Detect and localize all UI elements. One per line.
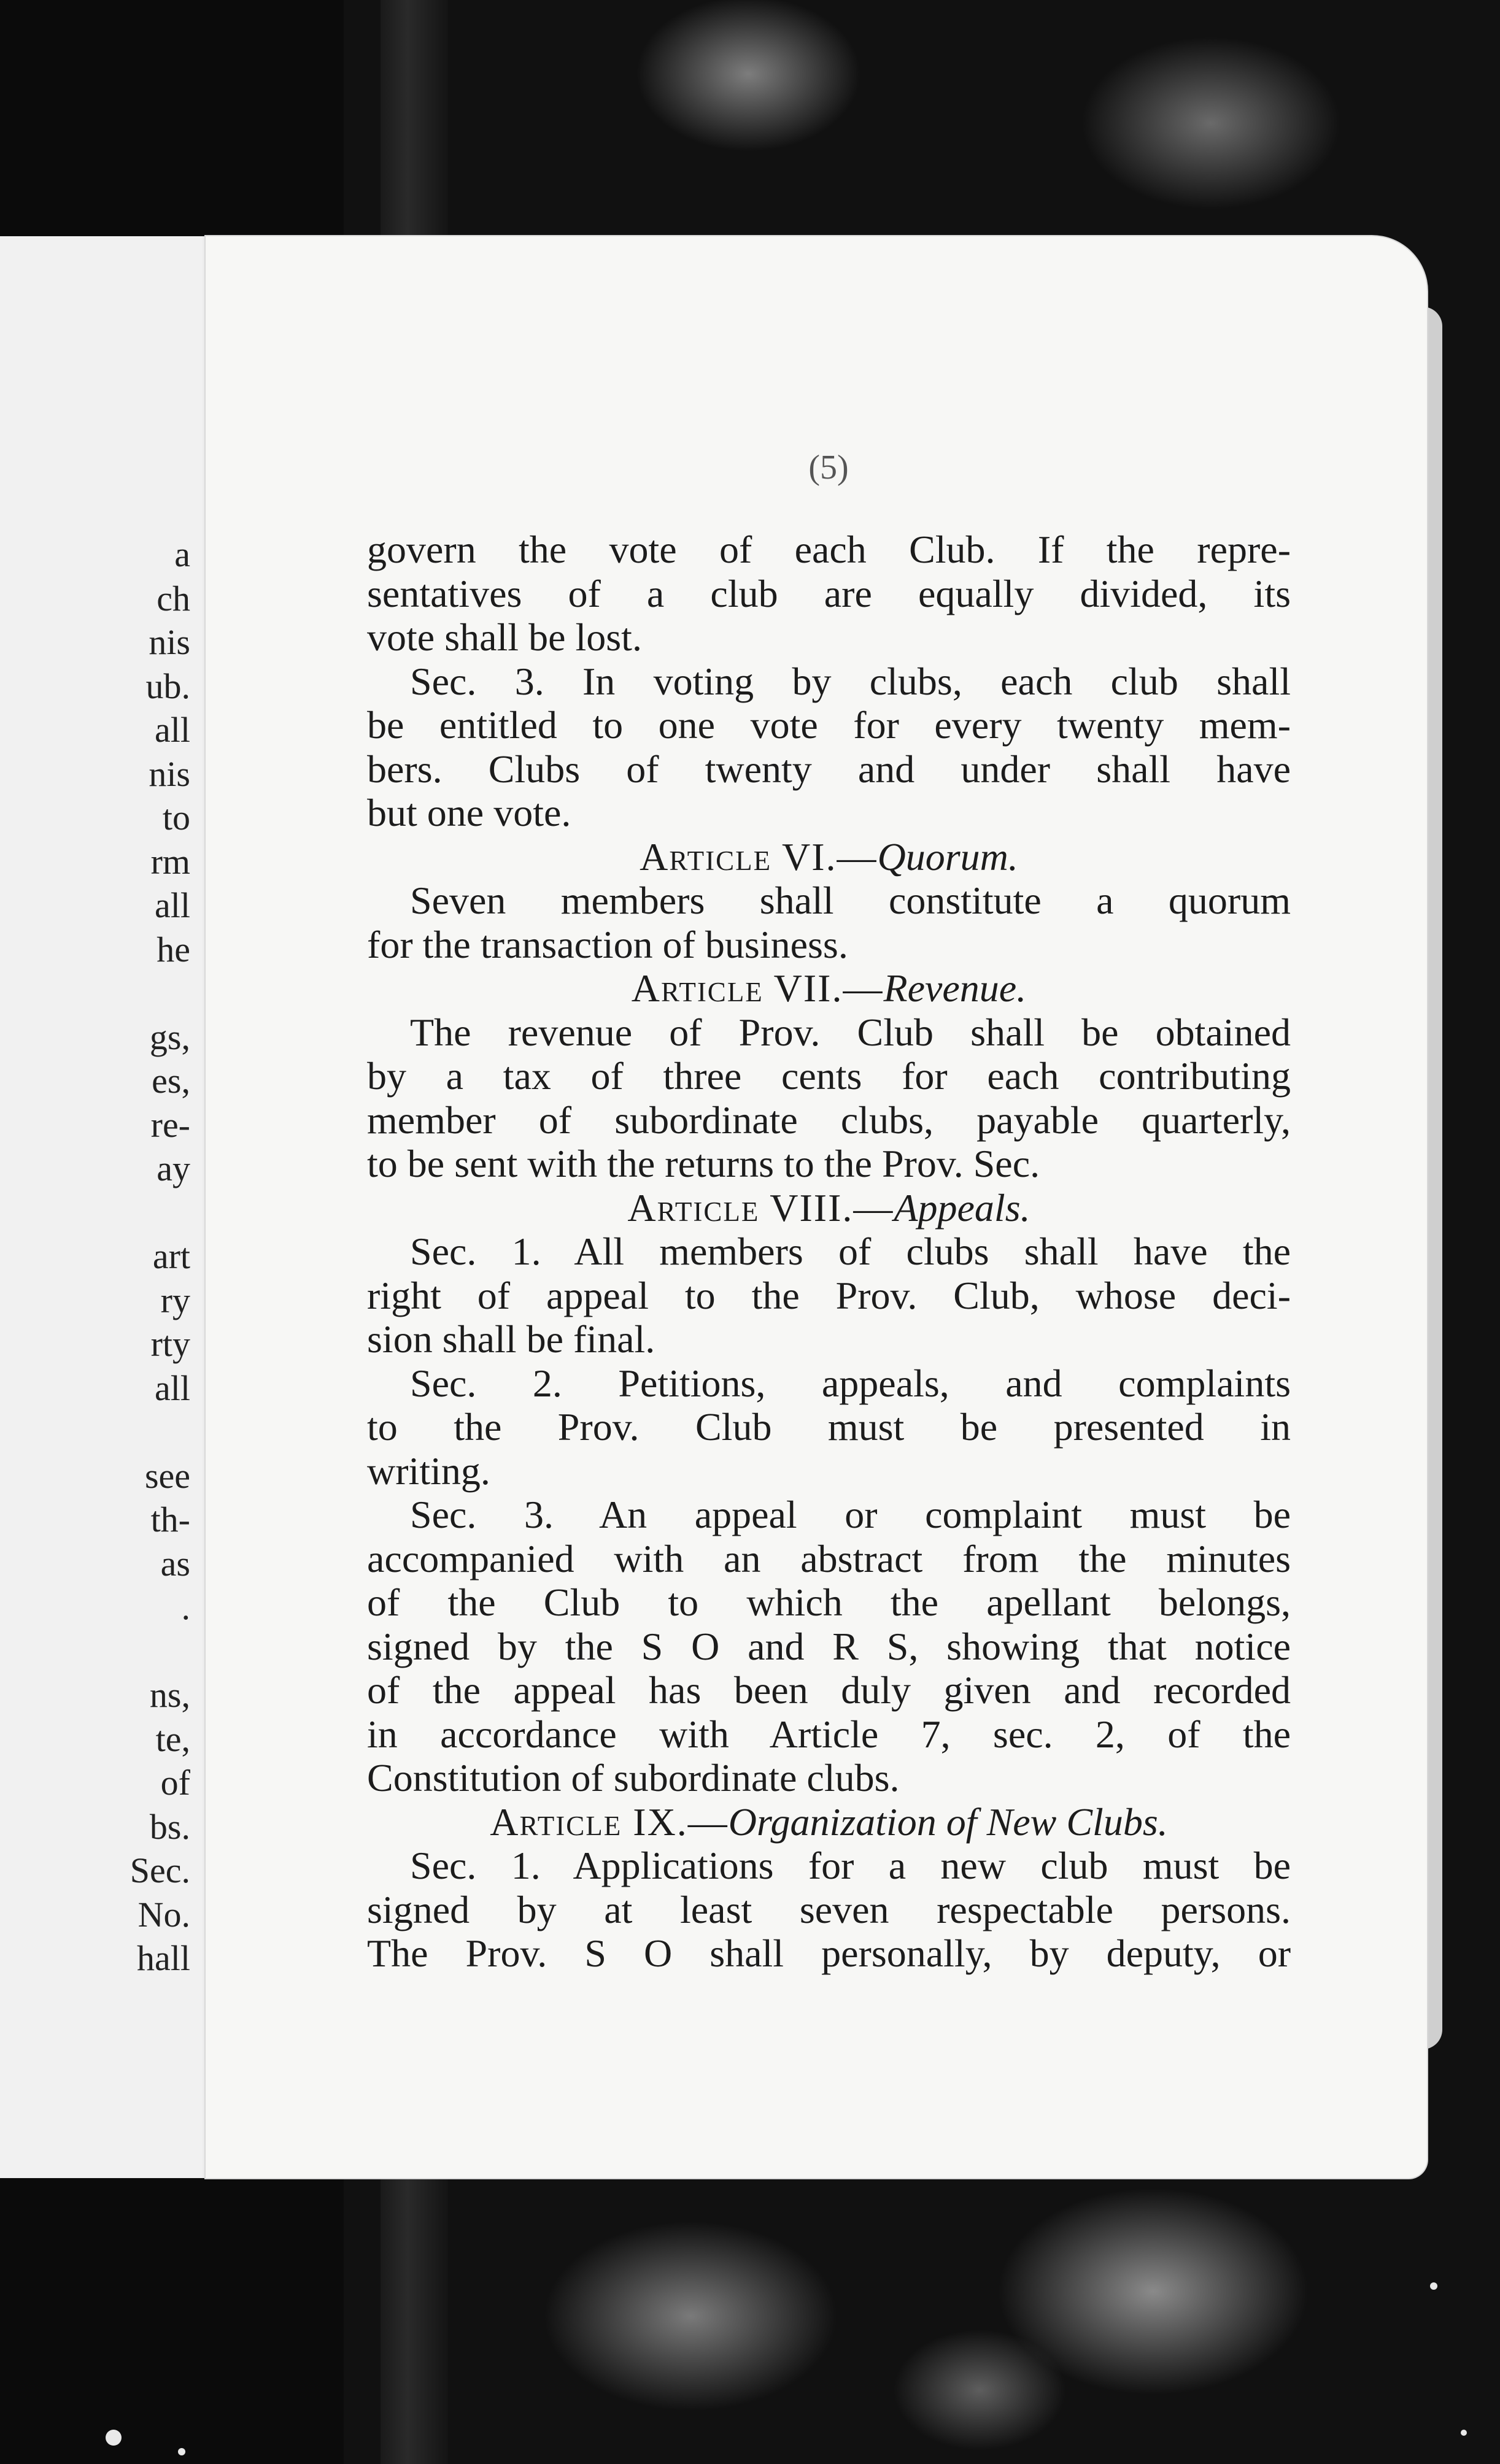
article-heading bbox=[367, 966, 1291, 1011]
left-page-fragment: es, bbox=[152, 1061, 190, 1101]
text-line: accompanied with an abstract from the minutes bbox=[367, 1536, 1291, 1580]
article-label: Article VIII.— bbox=[627, 1185, 894, 1230]
left-page-fragment: to bbox=[162, 798, 190, 837]
left-page-fragment: nis bbox=[149, 622, 190, 662]
left-page-fragment: nis bbox=[149, 753, 190, 794]
left-page-fragment: gs, bbox=[149, 1017, 190, 1057]
page-body-text bbox=[367, 528, 1291, 1976]
text-line: Seven members shall constitute a quorum bbox=[410, 879, 1291, 922]
text-line: by a tax of three cents for each contributing bbox=[367, 1054, 1291, 1098]
left-page-fragment: re- bbox=[150, 1104, 190, 1145]
text-line: of the Club to which the apellant belongs, bbox=[367, 1580, 1291, 1624]
left-page-fragment: hall bbox=[137, 1938, 190, 1978]
left-page-fragment: ry bbox=[160, 1280, 190, 1320]
text-line: right of appeal to the Prov. Club, whose deci- bbox=[367, 1273, 1291, 1317]
article-heading bbox=[367, 1800, 1291, 1844]
text-line: vote shall be lost. bbox=[367, 615, 642, 659]
left-page-fragment: bs. bbox=[149, 1806, 190, 1847]
article-label: Article VII.— bbox=[631, 966, 884, 1010]
article-title: Organization of New Clubs. bbox=[728, 1800, 1168, 1844]
left-page-fragment: No. bbox=[137, 1894, 190, 1935]
text-line: of the appeal has been duly given and recorded bbox=[367, 1668, 1291, 1712]
page-number: (5) bbox=[808, 449, 849, 487]
text-line: but one vote. bbox=[367, 791, 571, 834]
article-label: Article IX.— bbox=[490, 1800, 729, 1844]
text-line: The Prov. S O shall personally, by deputy, or bbox=[367, 1931, 1291, 1975]
article-title: Appeals. bbox=[894, 1185, 1030, 1230]
left-page-fragment: ch bbox=[157, 578, 190, 618]
left-page-fragment: ay bbox=[157, 1149, 190, 1188]
article-title: Quorum. bbox=[877, 834, 1018, 879]
left-page-fragment: a bbox=[174, 534, 190, 574]
left-page-fragment: he bbox=[157, 929, 190, 969]
text-line: signed by at least seven respectable persons. bbox=[367, 1887, 1291, 1931]
text-line: to be sent with the returns to the Prov. Sec. bbox=[367, 1142, 1040, 1185]
dust-speck bbox=[1461, 2430, 1467, 2436]
text-line: Sec. 1. Applications for a new club must be bbox=[410, 1844, 1291, 1887]
text-line: Sec. 2. Petitions, appeals, and complaints bbox=[410, 1361, 1291, 1405]
left-page-fragment: all bbox=[155, 710, 190, 750]
article-heading bbox=[367, 835, 1291, 879]
left-page-fragment: all bbox=[155, 1368, 190, 1408]
text-line: bers. Clubs of twenty and under shall have bbox=[367, 747, 1291, 791]
text-line: in accordance with Article 7, sec. 2, of the bbox=[367, 1712, 1291, 1756]
text-line: sentatives of a club are equally divided, its bbox=[367, 571, 1291, 615]
text-line: Sec. 3. In voting by clubs, each club shall bbox=[410, 659, 1291, 703]
text-line: sion shall be final. bbox=[367, 1317, 655, 1361]
article-title: Revenue. bbox=[883, 966, 1027, 1010]
left-page-fragment: ub. bbox=[145, 666, 190, 706]
text-line: Sec. 3. An appeal or complaint must be bbox=[410, 1493, 1291, 1536]
text-line: signed by the S O and R S, showing that notice bbox=[367, 1624, 1291, 1668]
text-line: for the transaction of business. bbox=[367, 922, 848, 966]
article-label: Article VI.— bbox=[640, 834, 878, 879]
left-page-fragment: art bbox=[152, 1236, 190, 1276]
left-page-fragment: as bbox=[160, 1543, 190, 1584]
left-page-fragment: . bbox=[181, 1587, 190, 1627]
left-page-fragment: ns, bbox=[149, 1675, 190, 1715]
left-page-fragment: th- bbox=[150, 1500, 190, 1539]
text-line: govern the vote of each Club. If the repre- bbox=[367, 528, 1291, 571]
text-line: to the Prov. Club must be presented in bbox=[367, 1405, 1291, 1449]
left-page-fragment: Sec. bbox=[130, 1850, 190, 1890]
text-line: The revenue of Prov. Club shall be obtained bbox=[410, 1010, 1291, 1054]
left-page-fragment: te, bbox=[155, 1719, 190, 1759]
text-line: Constitution of subordinate clubs. bbox=[367, 1756, 900, 1800]
article-heading bbox=[367, 1186, 1291, 1230]
left-page-fragment: of bbox=[160, 1763, 190, 1803]
text-line: be entitled to one vote for every twenty mem- bbox=[367, 703, 1291, 747]
dust-speck bbox=[1430, 2282, 1437, 2290]
text-line: Sec. 1. All members of clubs shall have the bbox=[410, 1230, 1291, 1273]
left-page-fragment: rty bbox=[150, 1324, 190, 1364]
dust-speck bbox=[178, 2448, 185, 2455]
left-page-fragment: see bbox=[144, 1455, 190, 1496]
dust-speck bbox=[106, 2430, 122, 2446]
text-line: writing. bbox=[367, 1449, 490, 1493]
left-page-fragment: all bbox=[155, 885, 190, 925]
left-page-fragment: rm bbox=[150, 841, 190, 882]
text-line: member of subordinate clubs, payable quarterly, bbox=[367, 1098, 1291, 1142]
